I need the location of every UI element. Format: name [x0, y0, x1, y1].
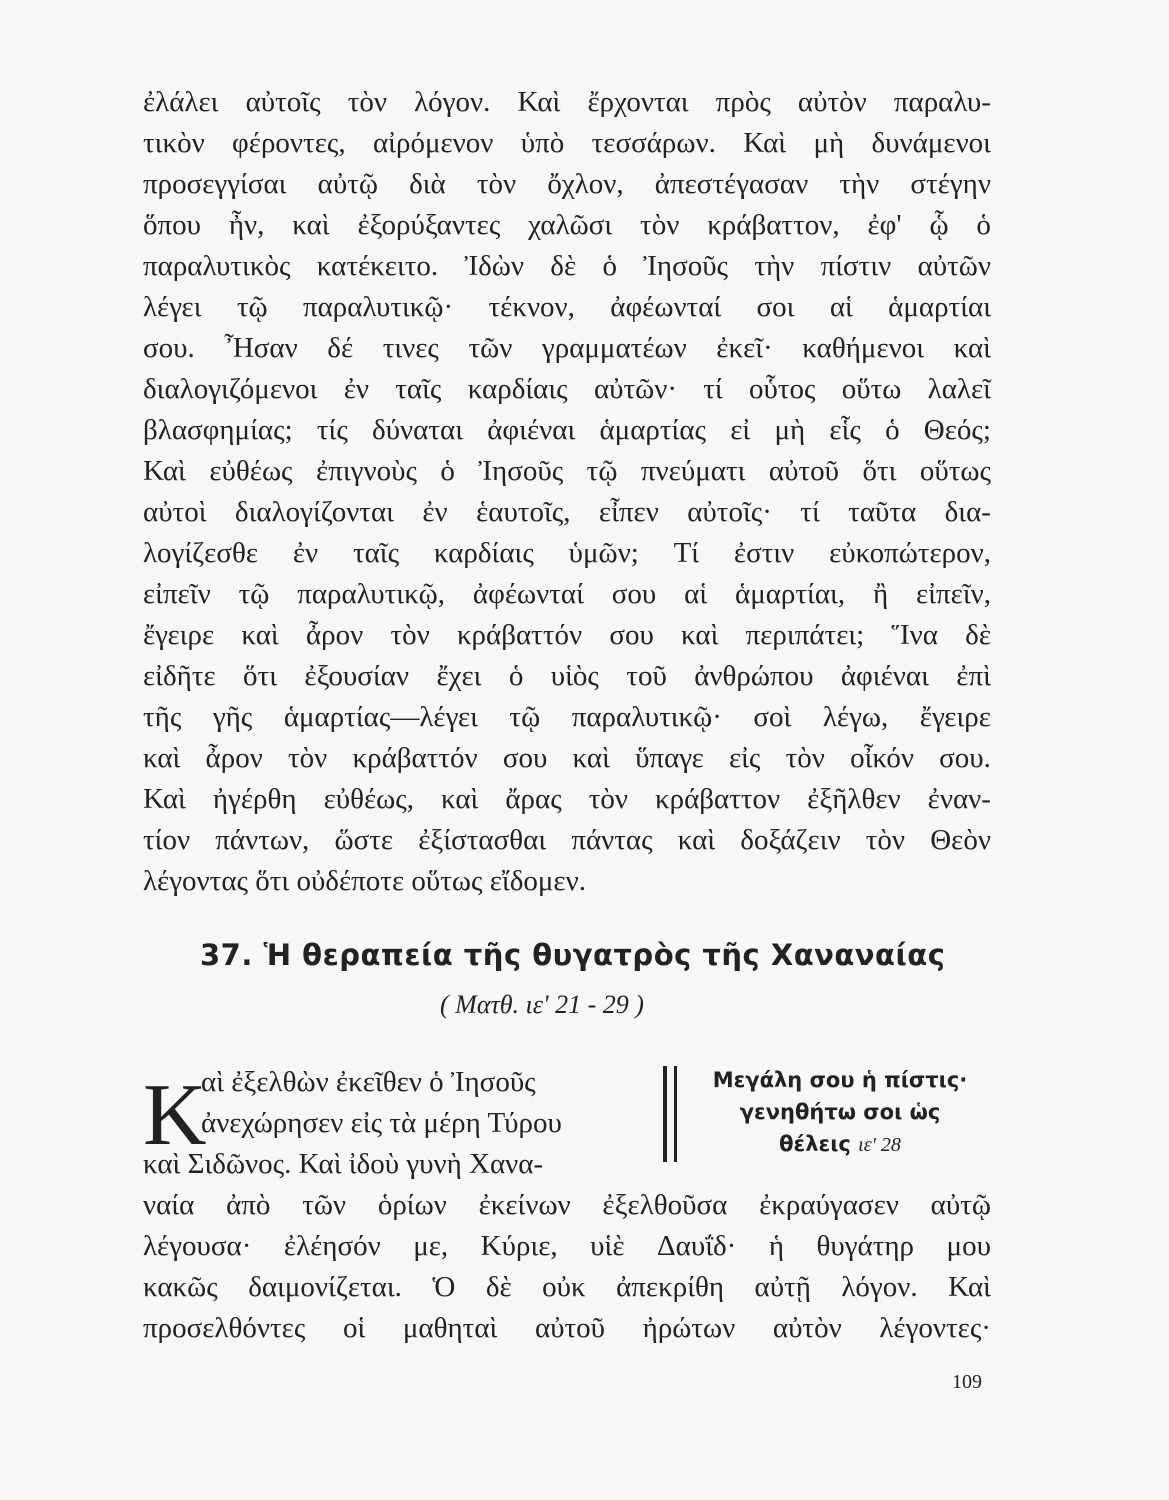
text-line: κακῶς δαιμονίζεται. Ὁ δὲ οὐκ ἀπεκρίθη αὐτῇ λόγον. Καὶ: [143, 1271, 991, 1303]
text-line: διαλογιζόμενοι ἐν ταῖς καρδίαις αὐτῶν· τί οὗτος οὕτω λαλεῖ: [143, 373, 991, 405]
text-line: αὐτοὶ διαλογίζονται ἐν ἑαυτοῖς, εἶπεν αὐτοῖς· τί ταῦτα δια-: [143, 496, 991, 528]
sidenote-text: θέλεις: [779, 1132, 851, 1156]
sidenote: [690, 1064, 990, 1161]
text-line: καὶ ἆρον τὸν κράβαττόν σου καὶ ὕπαγε εἰς τὸν οἶκόν σου.: [143, 742, 991, 774]
text-line: καὶ Σιδῶνος. Καὶ ἰδοὺ γυνὴ Χανα-: [143, 1148, 544, 1180]
text-line: τίον πάντων, ὥστε ἐξίστασθαι πάντας καὶ δοξάζειν τὸν Θεὸν: [143, 824, 991, 856]
sidenote-line: [690, 1128, 990, 1161]
text-line: ναία ἀπὸ τῶν ὁρίων ἐκείνων ἐξελθοῦσα ἐκραύγασεν αὐτῷ: [143, 1189, 991, 1221]
text-line: τῆς γῆς ἁμαρτίας—λέγει τῷ παραλυτικῷ· σοὶ λέγω, ἔγειρε: [143, 701, 991, 733]
section-heading: 37. Ἡ θεραπεία τῆς θυγατρὸς τῆς Χαναναίας: [200, 938, 946, 972]
text-line: ἀνεχώρησεν εἰς τὰ μέρη Τύρου: [201, 1107, 562, 1139]
text-line: ἐλάλει αὐτοῖς τὸν λόγον. Καὶ ἔρχονται πρὸς αὐτὸν παραλυ-: [143, 86, 991, 118]
text-line: λέγει τῷ παραλυτικῷ· τέκνον, ἀφέωνταί σοι αἱ ἁμαρτίαι: [143, 291, 991, 323]
text-line: λογίζεσθε ἐν ταῖς καρδίαις ὑμῶν; Τί ἐστιν εὐκοπώτερον,: [143, 537, 991, 569]
text-line: παραλυτικὸς κατέκειτο. Ἰδὼν δὲ ὁ Ἰησοῦς τὴν πίστιν αὐτῶν: [143, 250, 991, 282]
text-line: αὶ ἐξελθὼν ἐκεῖθεν ὁ Ἰησοῦς: [201, 1066, 536, 1098]
bottom-paragraph: [143, 1185, 991, 1349]
text-line: βλασφημίας; τίς δύναται ἀφιέναι ἁμαρτίας εἰ μὴ εἷς ὁ Θεός;: [143, 414, 991, 446]
text-line: λέγουσα· ἐλέησόν με, Κύριε, υἱὲ Δαυΐδ· ἡ θυγάτηρ μου: [143, 1230, 991, 1262]
text-line: εἰδῆτε ὅτι ἐξουσίαν ἔχει ὁ υἱὸς τοῦ ἀνθρώπου ἀφιέναι ἐπὶ: [143, 660, 991, 692]
text-line: σου. Ἦσαν δέ τινες τῶν γραμματέων ἐκεῖ· καθήμενοι καὶ: [143, 332, 991, 364]
text-line: Καὶ εὐθέως ἐπιγνοὺς ὁ Ἰησοῦς τῷ πνεύματι αὐτοῦ ὅτι οὕτως: [143, 455, 991, 487]
text-line: ὅπου ἦν, καὶ ἐξορύξαντες χαλῶσι τὸν κράβαττον, ἐφ' ᾧ ὁ: [143, 209, 991, 241]
top-paragraph: [143, 82, 991, 902]
sidenote-line: Μεγάλη σου ἡ πίστις·: [712, 1068, 968, 1092]
text-line: προσελθόντες οἱ μαθηταὶ αὐτοῦ ἠρώτων αὐτὸν λέγοντες·: [143, 1312, 991, 1344]
text-line: προσεγγίσαι αὐτῷ διὰ τὸν ὄχλον, ἀπεστέγασαν τὴν στέγην: [143, 168, 991, 200]
opening-paragraph: [143, 1062, 663, 1185]
text-line: ἔγειρε καὶ ἆρον τὸν κράβαττόν σου καὶ περιπάτει; Ἵνα δὲ: [143, 619, 991, 651]
text-line: Καὶ ἠγέρθη εὐθέως, καὶ ἄρας τὸν κράβαττον ἐξῆλθεν ἐναν-: [143, 783, 991, 815]
sidenote-line: γενηθήτω σοι ὡς: [739, 1100, 941, 1124]
text-line: εἰπεῖν τῷ παραλυτικῷ, ἀφέωνταί σου αἱ ἁμαρτίαι, ἢ εἰπεῖν,: [143, 578, 991, 610]
scripture-reference: ( Ματθ. ιε' 21 - 29 ): [440, 990, 644, 1019]
text-line: λέγοντας ὅτι οὐδέποτε οὕτως εἴδομεν.: [143, 865, 586, 897]
double-rule-divider: [663, 1066, 681, 1162]
drop-cap: Κ: [143, 1067, 207, 1164]
text-line: τικὸν φέροντες, αἰρόμενον ὑπὸ τεσσάρων. Καὶ μὴ δυνάμενοι: [143, 127, 991, 159]
page-number: 109: [952, 1371, 982, 1393]
sidenote-reference: ιε' 28: [858, 1134, 901, 1156]
